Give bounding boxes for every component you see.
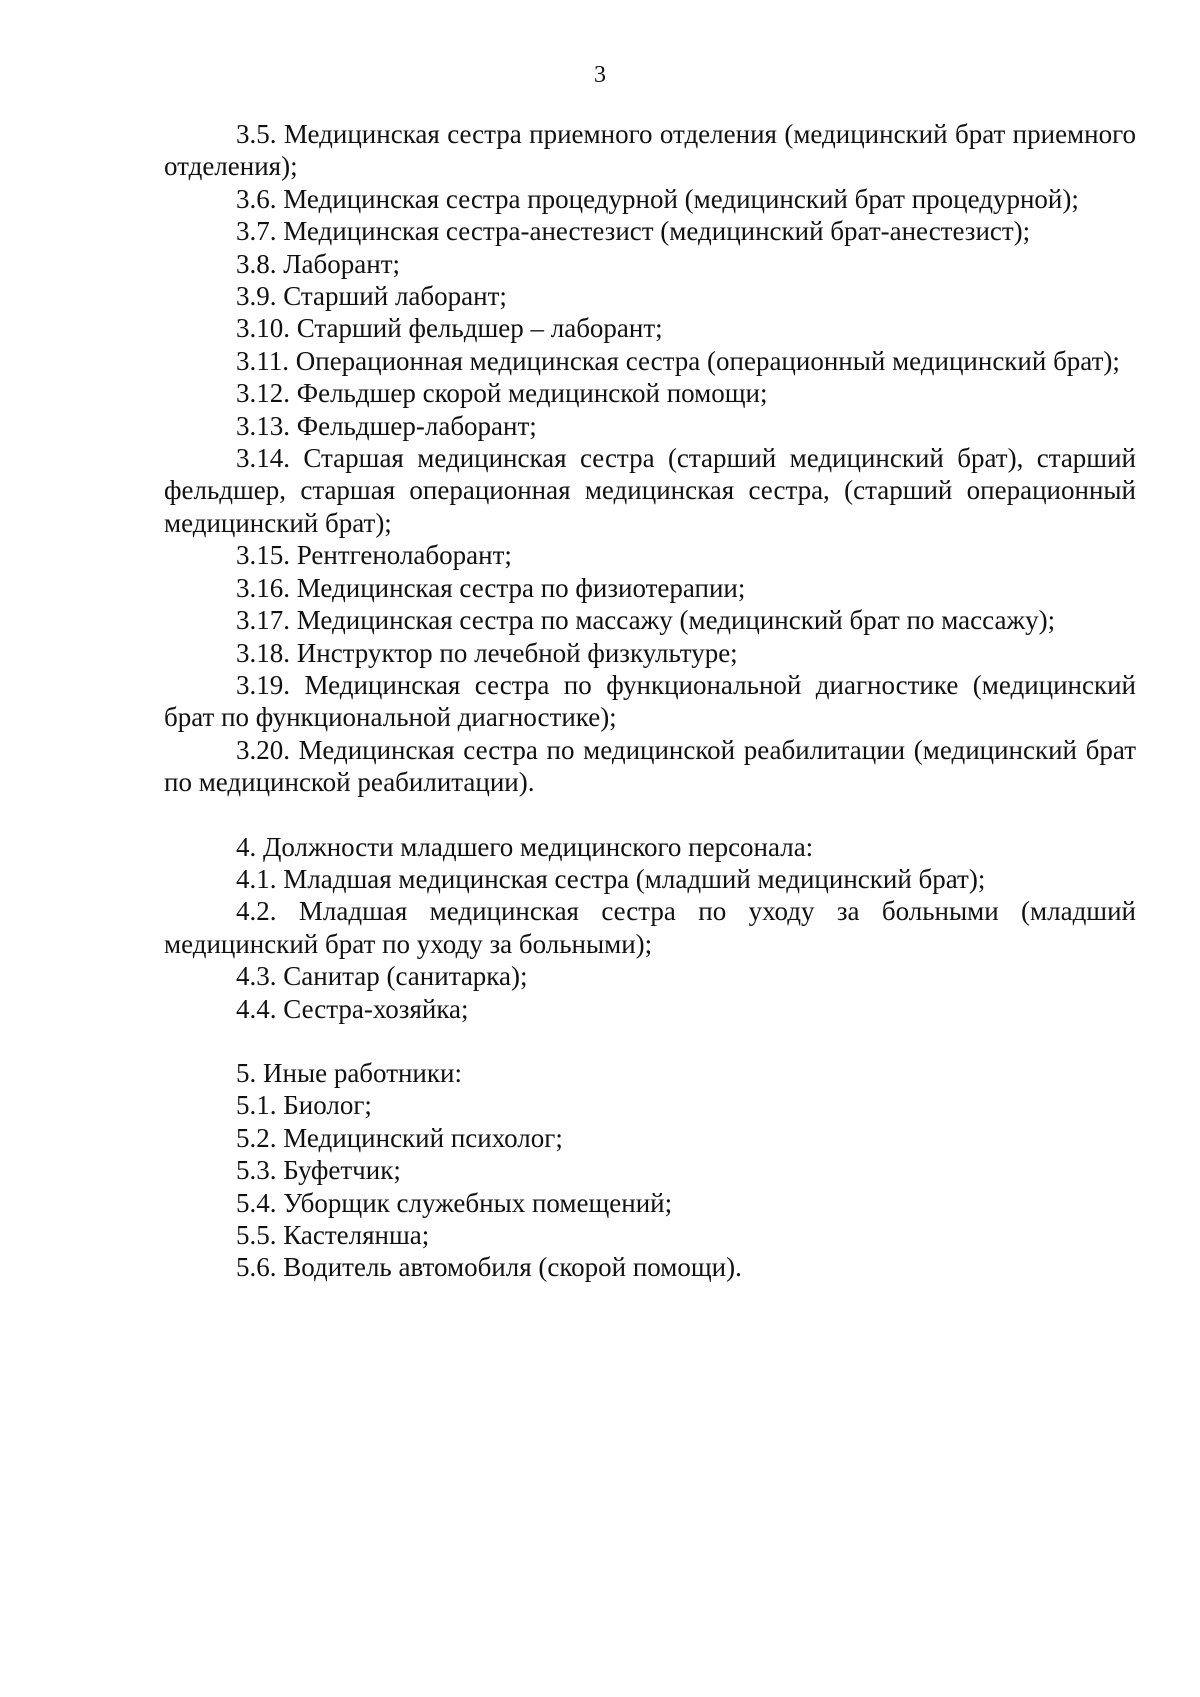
section-4-heading: 4. Должности младшего медицинского персонала: [236, 831, 814, 862]
document-body [164, 118, 1136, 1284]
section-5-heading: 5. Иные работники: [236, 1057, 462, 1088]
list-item-5-4: 5.4. Уборщик служебных помещений; [236, 1187, 673, 1218]
list-item-3-18: 3.18. Инструктор по лечебной физкультуре; [236, 637, 738, 668]
list-item-3-13: 3.13. Фельдшер-лаборант; [236, 410, 537, 441]
list-item-3-11: 3.11. Операционная медицинская сестра (операционный медицинский брат); [236, 345, 1120, 376]
list-item-3-7: 3.7. Медицинская сестра-анестезист (медицинский брат-анестезист); [236, 216, 1031, 247]
list-item-5-6: 5.6. Водитель автомобиля (скорой помощи). [236, 1252, 742, 1283]
list-item-3-10: 3.10. Старший фельдшер – лаборант; [236, 313, 663, 344]
list-item-5-1: 5.1. Биолог; [236, 1090, 372, 1121]
list-item-4-2: 4.2. Младшая медицинская сестра по уходу за больными (младший медицинский брат по уходу за больными); [164, 896, 1136, 959]
list-item-3-12: 3.12. Фельдшер скорой медицинской помощи; [236, 378, 768, 409]
list-item-5-2: 5.2. Медицинский психолог; [236, 1122, 563, 1153]
list-item-3-19: 3.19. Медицинская сестра по функциональной диагностике (медицинский брат по функциональной диагностике); [164, 669, 1136, 733]
list-item-3-17: 3.17. Медицинская сестра по массажу (медицинский брат по массажу); [236, 605, 1056, 636]
list-item-5-3: 5.3. Буфетчик; [236, 1155, 401, 1186]
list-item-3-6: 3.6. Медицинская сестра процедурной (медицинский брат процедурной); [236, 183, 1079, 214]
page-number: 3 [594, 62, 606, 88]
list-item-5-5: 5.5. Кастелянша; [236, 1220, 430, 1250]
list-item-3-16: 3.16. Медицинская сестра по физиотерапии; [236, 572, 746, 603]
list-item-3-5: 3.5. Медицинская сестра приемного отделения (медицинский брат приемного отделения); [164, 119, 1136, 182]
list-item-4-3: 4.3. Санитар (санитарка); [236, 961, 528, 992]
list-item-3-20: 3.20. Медицинская сестра по медицинской реабилитации (медицинский брат по медицинской реабилитации). [164, 734, 1136, 798]
section-gap [164, 1025, 1136, 1057]
list-item-3-15: 3.15. Рентгенолаборант; [236, 540, 512, 571]
list-item-3-14: 3.14. Старшая медицинская сестра (старший медицинский брат), старший фельдшер, старшая операционная медицинская сестра, (старший операционный медицинский брат); [164, 443, 1136, 538]
list-item-4-1: 4.1. Младшая медицинская сестра (младший медицинский брат); [236, 863, 986, 894]
section-gap [164, 799, 1136, 831]
list-item-3-8: 3.8. Лаборант; [236, 248, 401, 279]
list-item-4-4: 4.4. Сестра-хозяйка; [236, 993, 469, 1024]
list-item-3-9: 3.9. Старший лаборант; [236, 281, 507, 312]
